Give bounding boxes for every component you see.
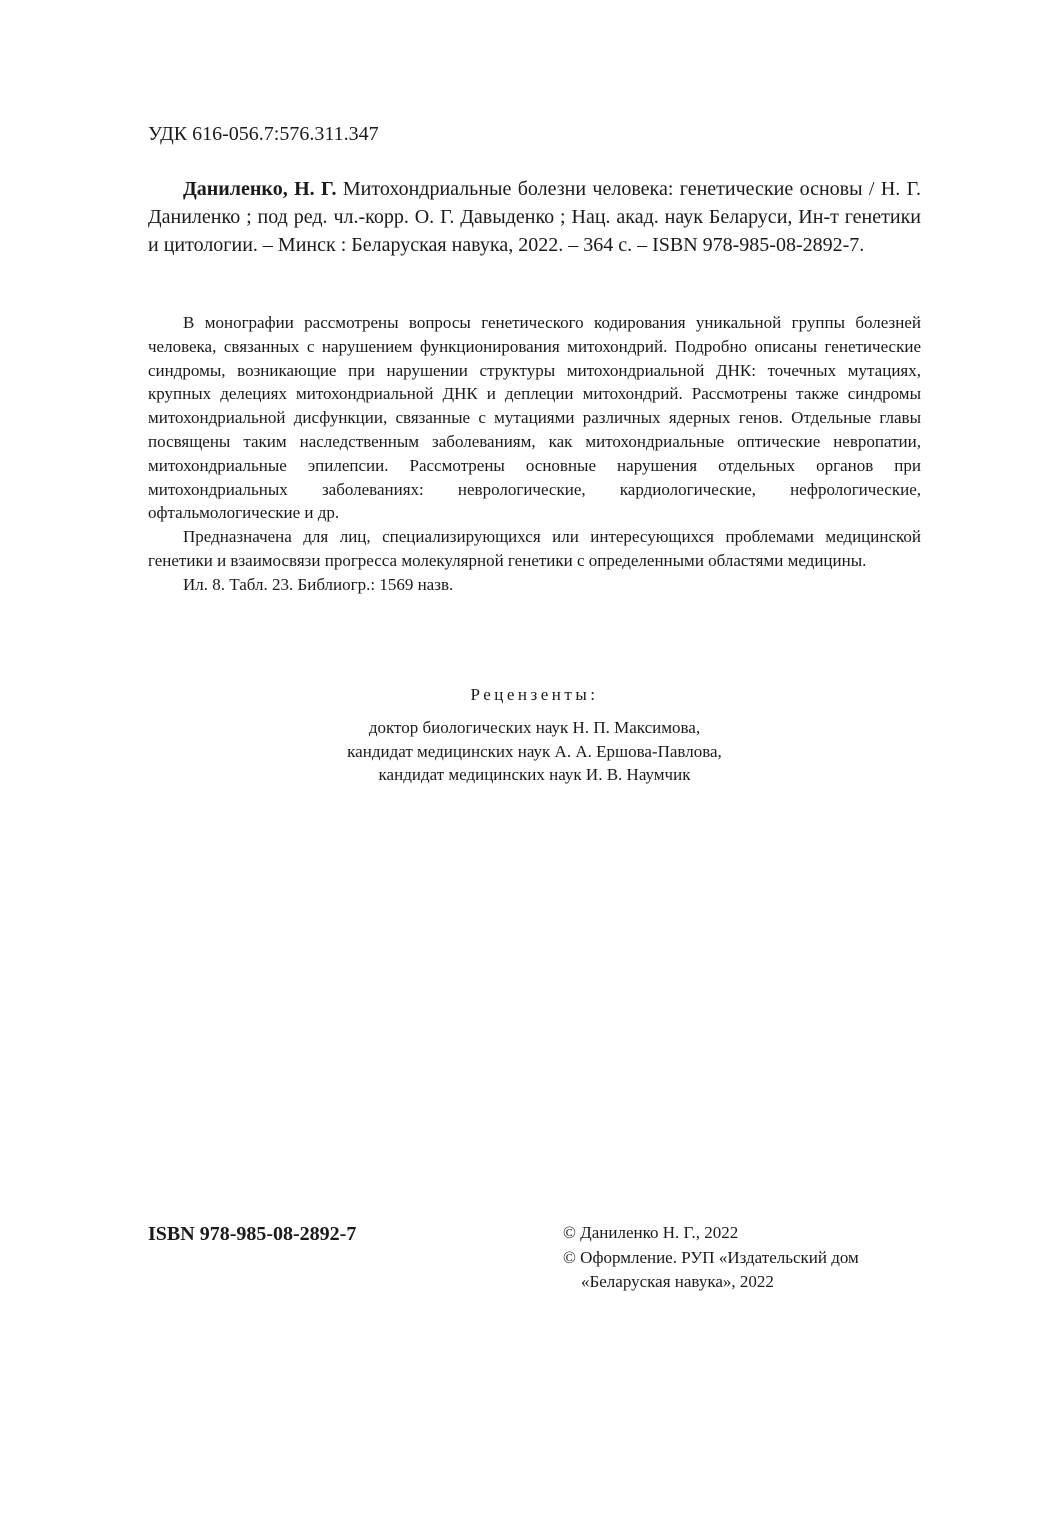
reviewers-list bbox=[148, 716, 921, 787]
bibliographic-text: Митохондриальные болезни человека: генетические основы / Н. Г. Даниленко ; под ред. чл.-корр. О. Г. Давыденко ; Нац. акад. наук Беларуси, Ин-т генетики и цитологии. – Минск : Беларуская навука, 2022. – 364 с. – ISBN 978-985-08-2892-7. bbox=[148, 178, 921, 256]
author-name: Даниленко, Н. Г. bbox=[183, 178, 337, 200]
abstract-paragraph-1: В монографии рассмотрены вопросы генетического кодирования уникальной группы болезней человека, связанных с нарушением функционирования митохондрий. Подробно описаны генетические синдромы, возникающие при нарушении структуры митохондриальной ДНК: точечных мутациях, крупных делециях митохондриальной ДНК и деплеции митохондрий. Рассмотрены также синдромы митохондриальной дисфункции, связанные с мутациями различных ядерных генов. Отдельные главы посвящены таким наследственным заболеваниям, как митохондриальные оптические невропатии, митохондриальные эпилепсии. Рассмотрены основные нарушения отдельных органов при митохондриальных заболеваниях: неврологические, кардиологические, нефрологические, офтальмологические и др. bbox=[148, 313, 921, 523]
reviewer-item: кандидат медицинских наук И. В. Наумчик bbox=[378, 765, 691, 784]
copyright-line: © Оформление. РУП «Издательский дом bbox=[563, 1247, 859, 1267]
abstract-paragraph-3: Ил. 8. Табл. 23. Библиогр.: 1569 назв. bbox=[183, 574, 454, 594]
copyright-line: «Беларуская навука», 2022 bbox=[581, 1272, 774, 1291]
reviewer-item: кандидат медицинских наук А. А. Ершова-Павлова, bbox=[347, 741, 722, 761]
abstract bbox=[148, 311, 921, 597]
bibliographic-description bbox=[148, 175, 921, 259]
isbn: ISBN 978-985-08-2892-7 bbox=[148, 1223, 357, 1245]
reviewer-item: доктор биологических наук Н. П. Максимова, bbox=[368, 718, 701, 737]
copyright-block bbox=[563, 1221, 859, 1295]
udk-code: УДК 616-056.7:576.311.347 bbox=[148, 123, 379, 145]
copyright-line: © Даниленко Н. Г., 2022 bbox=[563, 1223, 739, 1242]
reviewers-heading: Рецензенты: bbox=[470, 685, 599, 704]
abstract-paragraph-2: Предназначена для лиц, специализирующихся или интересующихся проблемами медицинской генетики и взаимосвязи прогресса молекулярной генетики с определенными областями медицины. bbox=[148, 527, 921, 570]
